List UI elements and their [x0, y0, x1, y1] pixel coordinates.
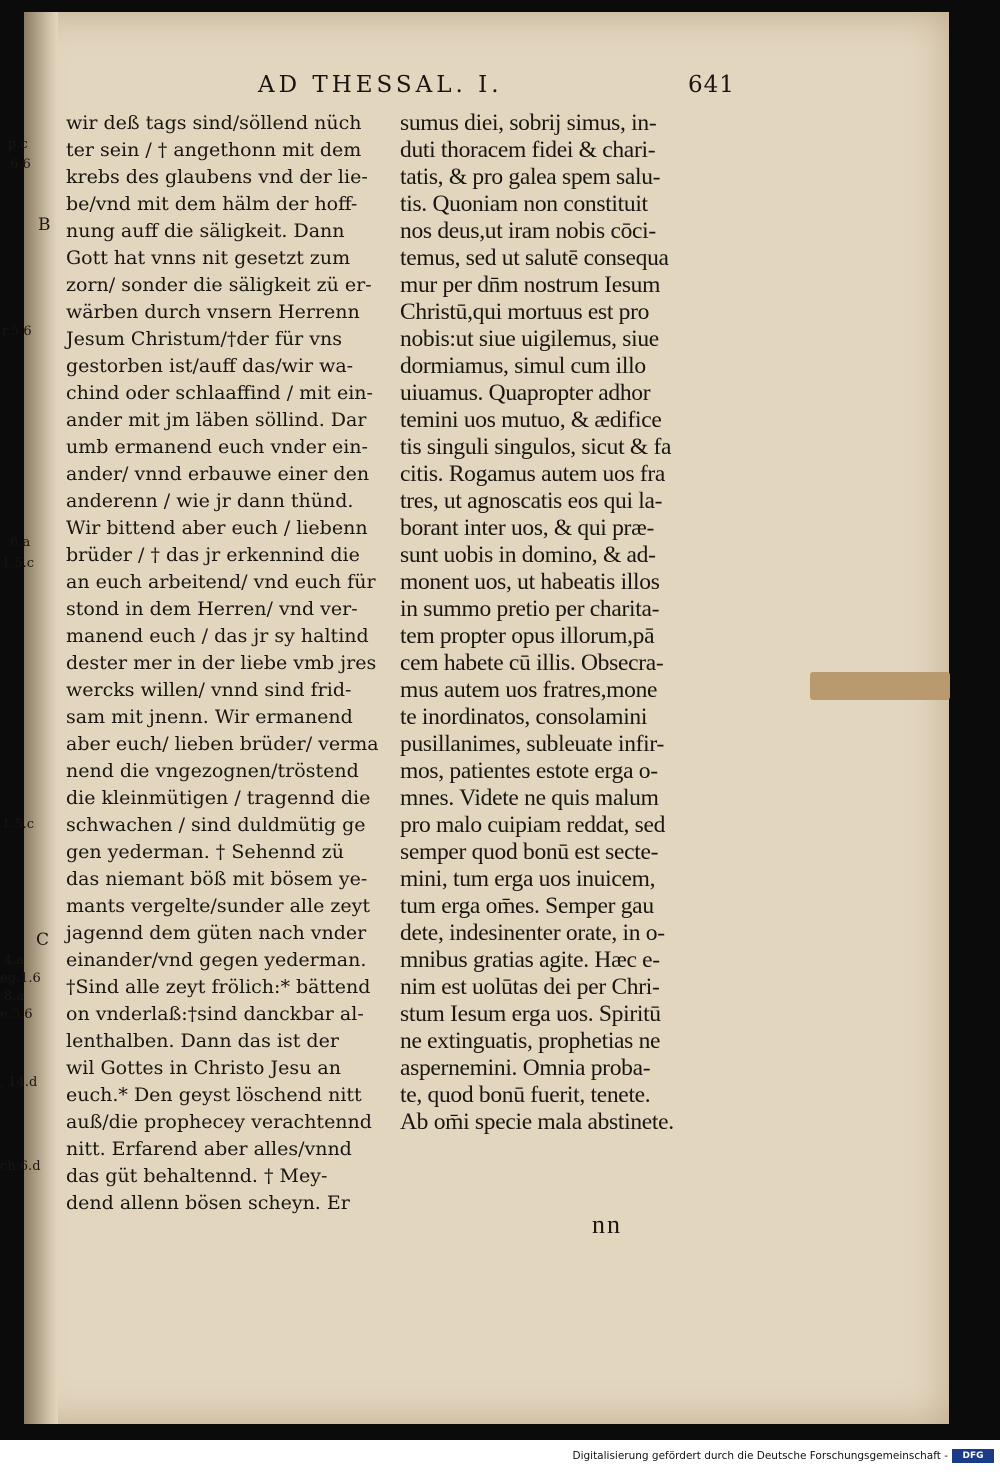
- margin-note: p.c: [8, 137, 28, 152]
- latin-line: dormiamus, simul cum illo: [400, 353, 646, 379]
- latin-line: tem propter opus illorum,pā: [400, 623, 655, 649]
- german-line: umb ermanend euch vnder ein-: [66, 436, 368, 458]
- german-line: ander mit jm läben söllind. Dar: [66, 409, 367, 431]
- german-line: wärben durch vnsern Herrenn: [66, 301, 360, 323]
- german-line: gen yederman. † Sehennd zü: [66, 841, 345, 863]
- latin-text-column: [400, 110, 720, 1136]
- margin-note: 1.5.c: [2, 817, 35, 832]
- german-line: die kleinmütigen / tragennd die: [66, 787, 371, 809]
- margin-note: 4.a: [4, 953, 25, 968]
- german-line: einander/vnd gegen yederman.: [66, 949, 367, 971]
- german-line: †Sind alle zeyt frölich:* bättend: [66, 976, 371, 998]
- german-line: nitt. Erfarend aber alles/vnnd: [66, 1138, 352, 1160]
- latin-line: mos, patientes estote erga o-: [400, 758, 658, 784]
- latin-line: tis singuli singulos, sicut & fa: [400, 434, 672, 460]
- german-line: stond in dem Herren/ vnd ver-: [66, 598, 358, 620]
- german-line: anderenn / wie jr dann thünd.: [66, 490, 354, 512]
- latin-line: sunt uobis in domino, & ad-: [400, 542, 656, 568]
- latin-line: cem habete cū illis. Obsecra-: [400, 650, 664, 676]
- margin-note: r.5.6: [2, 324, 32, 339]
- latin-line: ne extinguatis, prophetias ne: [400, 1028, 661, 1054]
- latin-line: mnes. Videte ne quis malum: [400, 785, 659, 811]
- german-line: dester mer in der liebe vmb jres: [66, 652, 377, 674]
- margin-note: 1.5.c: [2, 556, 35, 571]
- margin-note: 8.a: [4, 989, 25, 1004]
- latin-line: mini, tum erga uos inuicem,: [400, 866, 656, 892]
- latin-line: te inordinatos, consolamini: [400, 704, 648, 730]
- german-line: nung auff die säligkeit. Dann: [66, 220, 345, 242]
- latin-line: pusillanimes, subleuate infir-: [400, 731, 664, 757]
- margin-note: , 14.d: [0, 1075, 38, 1090]
- german-line: Jesum Christum/†der für vns: [66, 328, 343, 350]
- german-line: Gott hat vnns nit gesetzt zum: [66, 247, 351, 269]
- german-line: brüder / † das jr erkennind die: [66, 544, 360, 566]
- german-line: wil Gottes in Christo Jesu an: [66, 1057, 341, 1079]
- german-line: aber euch/ lieben brüder/ verma: [66, 733, 379, 755]
- latin-line: Ab om̄i specie mala abstinete.: [400, 1109, 674, 1135]
- german-line: Wir bittend aber euch / liebenn: [66, 517, 368, 539]
- margin-note: ch.6.d: [0, 1159, 41, 1174]
- running-head: AD THESSAL. I.: [258, 72, 503, 98]
- latin-line: te, quod bonū fuerit, tenete.: [400, 1082, 651, 1108]
- latin-line: citis. Rogamus autem uos fra: [400, 461, 666, 487]
- german-line: ander/ vnnd erbauwe einer den: [66, 463, 370, 485]
- german-line: lenthalben. Dann das ist der: [66, 1030, 339, 1052]
- paper-tab-strip: [810, 672, 950, 700]
- german-line: auß/die prophecey verachtennd: [66, 1111, 372, 1133]
- latin-line: mus autem uos fratres,mone: [400, 677, 658, 703]
- latin-line: temini uos mutuo, & ædifice: [400, 407, 662, 433]
- footer-credit: Digitalisierung gefördert durch die Deutsche Forschungsgemeinschaft -: [572, 1450, 948, 1462]
- latin-line: nos deus,ut iram nobis cōci-: [400, 218, 656, 244]
- german-line: mants vergelte/sunder alle zeyt: [66, 895, 370, 917]
- latin-line: aspernemini. Omnia proba-: [400, 1055, 651, 1081]
- latin-line: monent uos, ut habeatis illos: [400, 569, 660, 595]
- latin-line: sumus diei, sobrij simus, in-: [400, 110, 657, 136]
- german-line: ter sein / † angethonn mit dem: [66, 139, 362, 161]
- latin-line: tis. Quoniam non constituit: [400, 191, 648, 217]
- latin-line: uiuamus. Quapropter adhor: [400, 380, 651, 406]
- german-line: wir deß tags sind/söllend nüch: [66, 112, 362, 134]
- section-letter-c: C: [36, 930, 50, 950]
- german-text-column: [66, 110, 379, 1217]
- margin-note: .6.6: [6, 157, 31, 172]
- latin-line: borant inter uos, & qui præ-: [400, 515, 654, 541]
- latin-line: Christū,qui mortuus est pro: [400, 299, 650, 325]
- latin-line: nobis:ut siue uigilemus, siue: [400, 326, 659, 352]
- latin-line: duti thoracem fidei & chari-: [400, 137, 656, 163]
- margin-note: .6.a: [6, 535, 31, 550]
- german-line: euch.* Den geyst löschend nitt: [66, 1084, 362, 1106]
- german-line: an euch arbeitend/ vnd euch für: [66, 571, 376, 593]
- latin-line: mur per dn̄m nostrum Iesum: [400, 272, 661, 298]
- german-line: on vnderlaß:†sind danckbar al-: [66, 1003, 364, 1025]
- latin-line: in summo pretio per charita-: [400, 596, 660, 622]
- german-line: be/vnd mit dem hälm der hoff-: [66, 193, 358, 215]
- section-letter-b: B: [38, 215, 51, 235]
- german-line: wercks willen/ vnnd sind frid-: [66, 679, 352, 701]
- german-line: sam mit jnenn. Wir ermanend: [66, 706, 353, 728]
- german-line: das niemant böß mit bösem ye-: [66, 868, 368, 890]
- latin-line: stum Iesum erga uos. Spiritū: [400, 1001, 661, 1027]
- latin-line: tres, ut agnoscatis eos qui la-: [400, 488, 663, 514]
- dfg-logo-icon: DFG: [952, 1449, 994, 1463]
- german-line: chind oder schlaaffind / mit ein-: [66, 382, 373, 404]
- page-number: 641: [688, 72, 735, 98]
- margin-note: eg.1.6: [0, 971, 41, 986]
- latin-line: tatis, & pro galea spem salu-: [400, 164, 661, 190]
- latin-line: mnibus gratias agite. Hæc e-: [400, 947, 660, 973]
- german-line: jagennd dem güten nach vnder: [66, 922, 367, 944]
- german-line: manend euch / das jr sy haltind: [66, 625, 369, 647]
- german-line: zorn/ sonder die säligkeit zü er-: [66, 274, 372, 296]
- german-line: dend allenn bösen scheyn. Er: [66, 1192, 350, 1214]
- margin-note: e.5.6: [0, 1007, 33, 1022]
- latin-line: pro malo cuipiam reddat, sed: [400, 812, 666, 838]
- german-line: schwachen / sind duldmütig ge: [66, 814, 366, 836]
- latin-line: dete, indesinenter orate, in o-: [400, 920, 665, 946]
- latin-line: temus, sed ut salutē consequa: [400, 245, 669, 271]
- german-line: gestorben ist/auff das/wir wa-: [66, 355, 354, 377]
- signature-mark: nn: [592, 1210, 622, 1239]
- german-line: krebs des glaubens vnd der lie-: [66, 166, 368, 188]
- latin-line: tum erga om̄es. Semper gau: [400, 893, 654, 919]
- latin-line: semper quod bonū est secte-: [400, 839, 659, 865]
- german-line: nend die vngezognen/tröstend: [66, 760, 359, 782]
- german-line: das güt behaltennd. † Mey-: [66, 1165, 328, 1187]
- latin-line: nim est uolūtas dei per Chri-: [400, 974, 660, 1000]
